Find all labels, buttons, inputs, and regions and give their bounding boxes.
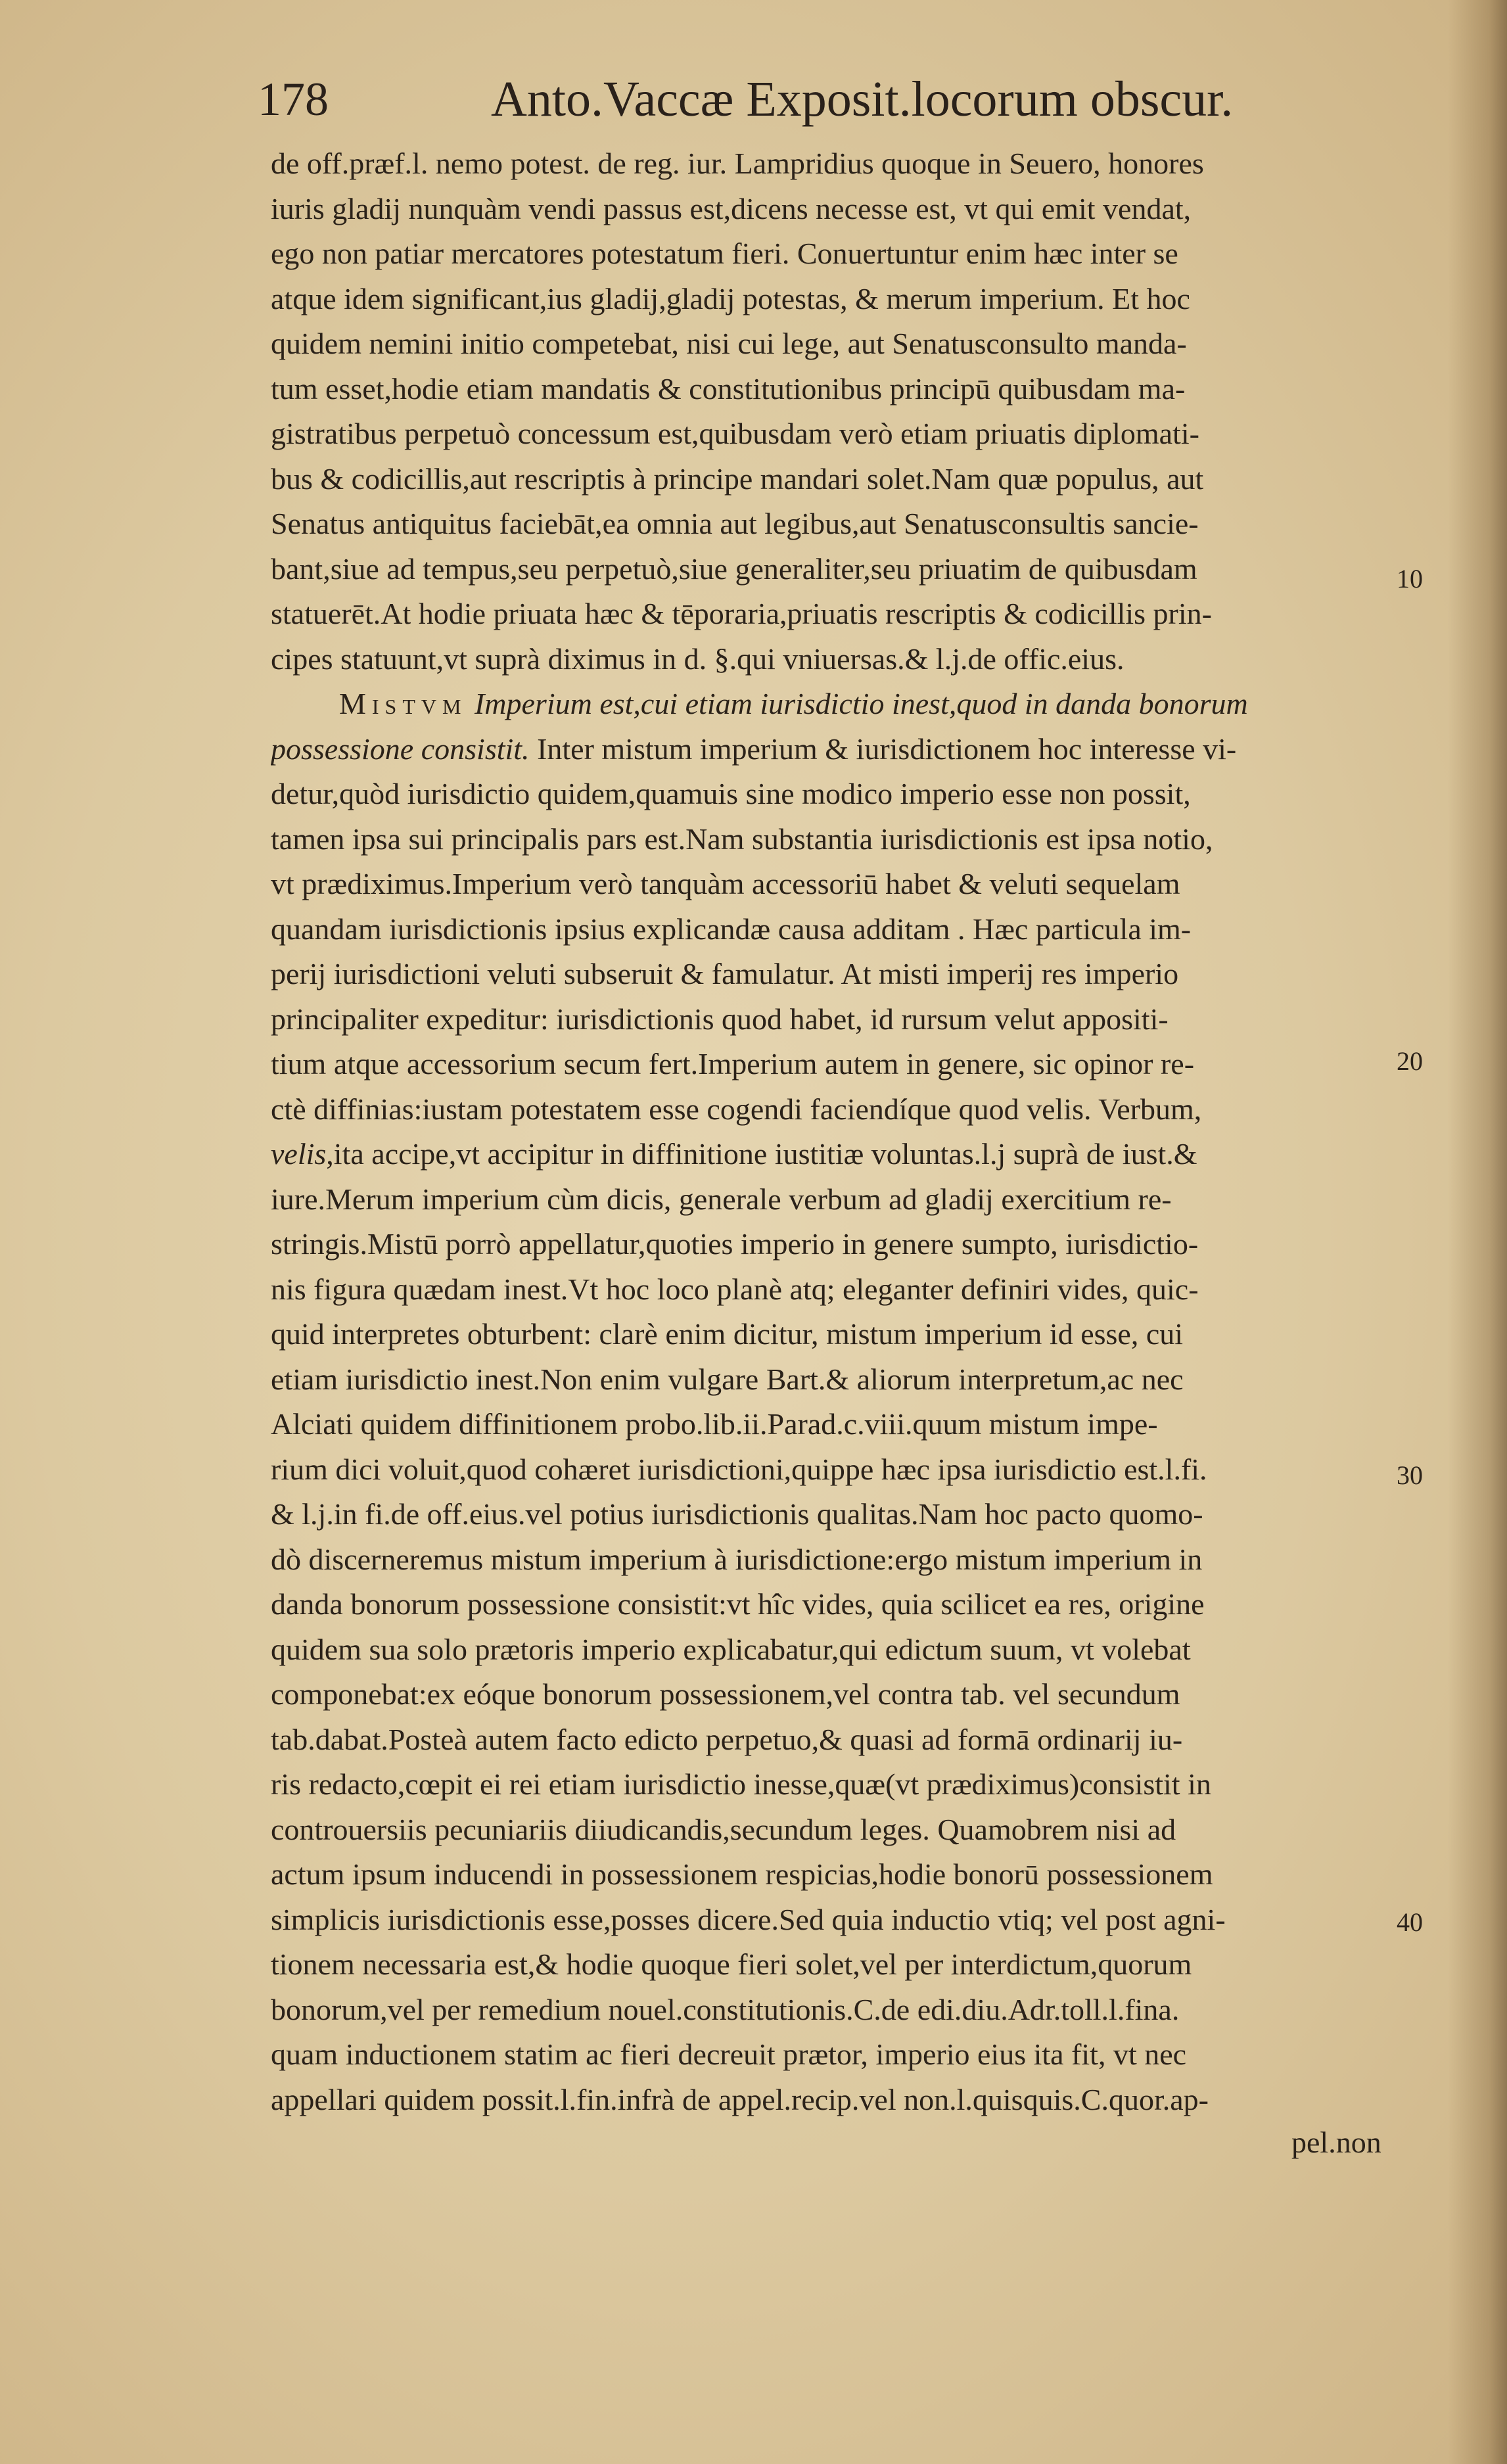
text-line: appellari quidem possit.l.fin.infrà de appel.recip.vel non.l.quisquis.C.quor.ap- [271,2082,1209,2116]
text-line: controuersiis pecuniariis diiudicandis,secundum leges. Quamobrem nisi ad [271,1812,1176,1846]
word-velis: velis [271,1137,327,1171]
text-line: de off.præf.l. nemo potest. de reg. iur. Lampridius quoque in Seuero, honores [271,147,1204,180]
page-gutter-shadow [1448,0,1507,2464]
text-line: vt prædiximus.Imperium verò tanquàm accessoriū habet & veluti sequelam [271,867,1180,900]
text-line: quam inductionem statim ac fieri decreuit prætor, imperio eius ita fit, vt nec [271,2037,1187,2071]
text-line: tab.dabat.Posteà autem facto edicto perpetuo,& quasi ad formā ordinarij iu- [271,1722,1183,1756]
body-text [271,141,1401,2122]
text-line: perij iurisdictioni veluti subseruit & famulatur. At misti imperij res imperio [271,957,1179,990]
text-line [271,1132,1401,1177]
text-line: tamen ipsa sui principalis pars est.Nam substantia iurisdictionis est ipsa notio, [271,822,1213,856]
text-line: bant,siue ad tempus,seu perpetuò,siue generaliter,seu priuatim de quibusdam [271,551,1197,586]
text-line: gistratibus perpetuò concessum est,quibusdam verò etiam priuatis diplomati- [271,417,1199,450]
text-line: etiam iurisdictio inest.Non enim vulgare Bart.& aliorum interpretum,ac nec [271,1362,1184,1396]
text-line-mistum-heading [271,682,1401,727]
text-line: iuris gladij nunquàm vendi passus est,dicens necesse est, vt qui emit vendat, [271,191,1192,225]
text-line [271,727,1401,772]
text-segment: Inter mistum imperium & iurisdictionem hoc interesse vi- [529,732,1237,766]
text-line: cipes statuunt,vt suprà diximus in d. §.qui vniuersas.& l.j.de offic.eius. [271,641,1124,676]
text-line: principaliter expeditur: iurisdictionis quod habet, id rursum velut appositi- [271,1002,1169,1036]
text-line: ctè diffinias:iustam potestatem esse cogendi faciendíque quod velis. Verbum, [271,1092,1202,1126]
margin-number-30: 30 [1397,1460,1423,1490]
text-line: rium dici voluit,quod cohæret iurisdictioni,quippe hæc ipsa iurisdictio est.l.fi. [271,1452,1207,1486]
margin-number-20: 20 [1397,1046,1423,1076]
lemma-definition: Imperium est,cui etiam iurisdictio inest,quod in danda bonorum [467,687,1248,720]
text-line: dò discerneremus mistum imperium à iurisdictione:ergo mistum imperium in [271,1542,1203,1576]
text-line: Alciati quidem diffinitionem probo.lib.ii.Parad.c.viii.quum mistum impe- [271,1407,1158,1441]
lemma-mistum: Mistvm [339,687,467,720]
text-line: componebat:ex eóque bonorum possessionem,vel contra tab. vel secundum [271,1677,1180,1711]
text-line: statuerēt.At hodie priuata hæc & tēporaria,priuatis rescriptis & codicillis prin- [271,597,1212,630]
lemma-definition-cont: possessione consistit. [271,732,530,766]
text-line: quandam iurisdictionis ipsius explicandæ causa additam . Hæc particula im- [271,912,1192,946]
folio-number: 178 [258,73,329,126]
text-line: & l.j.in fi.de off.eius.vel potius iurisdictionis qualitas.Nam hoc pacto quomo- [271,1497,1203,1531]
text-line: bonorum,vel per remedium nouel.constitutionis.C.de edi.diu.Adr.toll.l.fina. [271,1992,1180,2026]
margin-number-40: 40 [1397,1907,1423,1937]
text-line: simplicis iurisdictionis esse,posses dicere.Sed quia inductio vtiq; vel post agni- [271,1902,1226,1936]
text-line: quidem nemini initio competebat, nisi cui lege, aut Senatusconsulto manda- [271,327,1187,360]
text-line: tum esset,hodie etiam mandatis & constitutionibus principū quibusdam ma- [271,371,1186,406]
text-line: iure.Merum imperium cùm dicis, generale verbum ad gladij exercitium re- [271,1182,1172,1216]
text-line: actum ipsum inducendi in possessionem respicias,hodie bonorū possessionem [271,1857,1213,1891]
text-line: bus & codicillis,aut rescriptis à principe mandari solet.Nam quæ populus, aut [271,461,1204,496]
text-line: Senatus antiquitus faciebāt,ea omnia aut legibus,aut Senatusconsultis sancie- [271,507,1199,540]
text-segment: ,ita accipe,vt accipitur in diffinitione iustitiæ voluntas.l.j suprà de iust.& [326,1137,1197,1171]
text-line: tium atque accessorium secum fert.Imperium autem in genere, sic opinor re- [271,1047,1195,1081]
text-line: danda bonorum possessione consistit:vt hîc vides, quia scilicet ea res, origine [271,1587,1205,1621]
text-line: ris redacto,cœpit ei rei etiam iurisdictio inesse,quæ(vt prædiximus)consistit in [271,1767,1211,1801]
running-title: Anto.Vaccæ Exposit.locorum obscur. [491,72,1234,127]
text-line: tionem necessaria est,& hodie quoque fieri solet,vel per interdictum,quorum [271,1947,1192,1981]
text-line: ego non patiar mercatores potestatum fieri. Conuertuntur enim hæc inter se [271,237,1178,270]
catchword: pel.non [1291,2126,1381,2159]
text-line: nis figura quædam inest.Vt hoc loco planè atq; eleganter definiri vides, quic- [271,1272,1199,1306]
text-line: quidem sua solo prætoris imperio explicabatur,qui edictum suum, vt volebat [271,1632,1191,1666]
text-line: stringis.Mistū porrò appellatur,quoties imperio in genere sumpto, iurisdictio- [271,1227,1199,1261]
text-line: atque idem significant,ius gladij,gladij potestas, & merum imperium. Et hoc [271,281,1190,315]
text-line: quid interpretes obturbent: clarè enim dicitur, mistum imperium id esse, cui [271,1317,1184,1351]
page-header [258,63,1349,135]
margin-number-10: 10 [1397,564,1423,593]
text-line: detur,quòd iurisdictio quidem,quamuis sine modico imperio esse non possit, [271,777,1191,810]
